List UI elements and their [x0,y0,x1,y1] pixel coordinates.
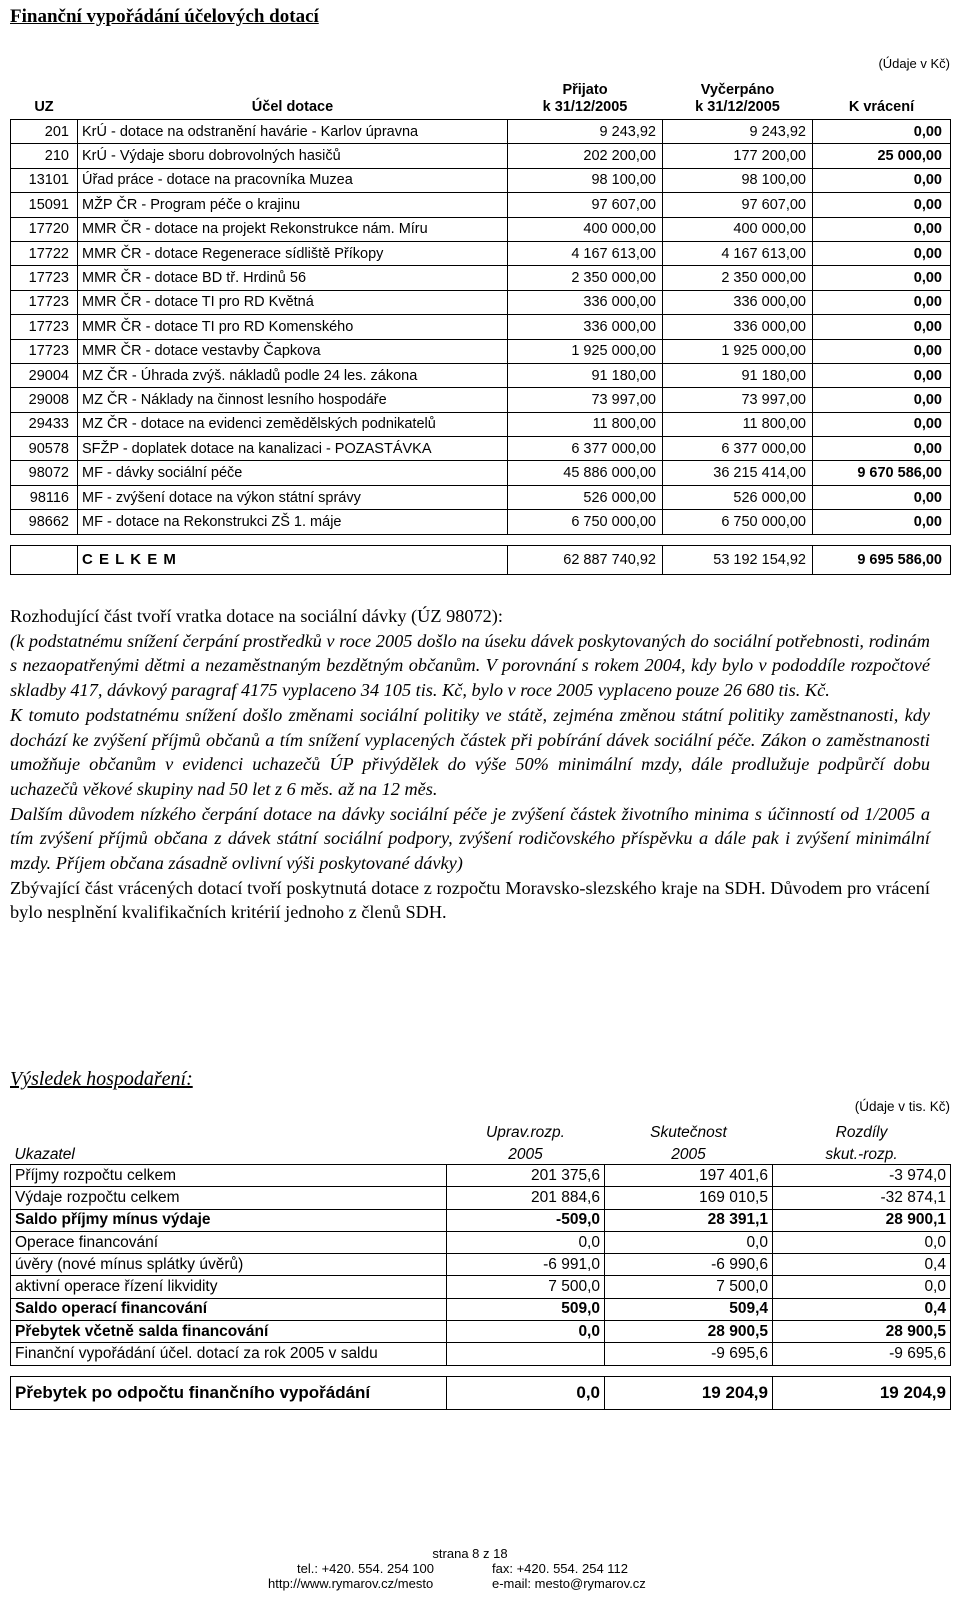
result-row [11,1321,951,1343]
row-uz: 17723 [11,315,78,339]
header-purpose: Účel dotace [78,68,508,120]
paragraph-minimum: Dalším důvodem nízkého čerpání dotace na dávky sociální péče je zvýšení částek životního minima s účinností od 1/2005 a tím zvýšení příjmů občana z dávek státní sociální podpory, zvýšení rodičovského příspěvku a dále pak i zvýšení minimální mzdy. Příjem občana zásadně ovlivní výši poskytované dávky) [10,803,930,874]
row-returned: 9 670 586,00 [813,461,951,485]
result-actual: 28 900,5 [605,1321,773,1343]
row-received: 6 750 000,00 [508,510,663,534]
paragraph-comparison: (k podstatnému snížení čerpání prostředků v roce 2005 došlo na úseku dávek poskytovaných do sociální potřebnosti, rodinám s nezaopatřenými dětmi a nezaměstnaným bezdětným občanům. V porovnání s rokem 2004, kdy bylo v pododdíle rozpočtové skladby 417, dávkový paragraf 4175 vyplaceno 34 105 tis. Kč, bylo v roce 2005 vyplaceno pouze 26 680 tis. Kč. [10,630,930,701]
result-row [11,1254,951,1276]
result-actual: 0,0 [605,1231,773,1253]
row-received: 97 607,00 [508,193,663,217]
header-indicator: Ukazatel [11,1142,447,1165]
row-spent: 6 750 000,00 [663,510,813,534]
row-purpose: MZ ČR - dotace na evidenci zemědělských podnikatelů [78,412,508,436]
row-purpose: MMR ČR - dotace BD tř. Hrdinů 56 [78,266,508,290]
result-actual: 28 391,1 [605,1209,773,1231]
row-spent: 526 000,00 [663,485,813,509]
row-returned: 0,00 [813,266,951,290]
row-returned: 0,00 [813,241,951,265]
row-uz: 201 [11,120,78,144]
result-label: Přebytek včetně salda financování [11,1321,447,1343]
row-received: 98 100,00 [508,168,663,192]
result-header-row-1 [11,1120,951,1142]
row-purpose: KrÚ - Výdaje sboru dobrovolných hasičů [78,144,508,168]
row-received: 73 997,00 [508,388,663,412]
row-received: 336 000,00 [508,290,663,314]
row-returned: 0,00 [813,510,951,534]
result-row [11,1165,951,1187]
table-row [11,510,951,534]
result-diff: -3 974,0 [773,1165,951,1187]
row-returned: 0,00 [813,217,951,241]
table-row [11,485,951,509]
table-row [11,193,951,217]
row-returned: 0,00 [813,363,951,387]
header-budget: Uprav.rozp. [486,1124,565,1141]
table-row [11,144,951,168]
row-returned: 25 000,00 [813,144,951,168]
row-received: 4 167 613,00 [508,241,663,265]
table2-unit-note: (Údaje v tis. Kč) [854,1099,950,1114]
result-row [11,1209,951,1231]
row-uz: 17720 [11,217,78,241]
row-uz: 29008 [11,388,78,412]
row-returned: 0,00 [813,388,951,412]
result-actual: 169 010,5 [605,1187,773,1209]
row-returned: 0,00 [813,290,951,314]
table-row [11,437,951,461]
row-uz: 17723 [11,290,78,314]
row-received: 336 000,00 [508,315,663,339]
result-budget: 201 884,6 [447,1187,605,1209]
result-row [11,1276,951,1298]
row-received: 2 350 000,00 [508,266,663,290]
page-number: strana 8 z 18 [432,1546,508,1561]
result-label: Výdaje rozpočtu celkem [11,1187,447,1209]
row-uz: 210 [11,144,78,168]
row-received: 6 377 000,00 [508,437,663,461]
table-spacer [11,534,951,545]
row-spent: 400 000,00 [663,217,813,241]
result-row [11,1343,951,1365]
final-diff: 19 204,9 [773,1376,951,1409]
result-label: Finanční vypořádání účel. dotací za rok 2005 v saldu [11,1343,447,1365]
row-purpose: MMR ČR - dotace Regenerace sídliště Příkopy [78,241,508,265]
result-row [11,1187,951,1209]
total-spent: 53 192 154,92 [663,545,813,574]
row-returned: 0,00 [813,168,951,192]
explanation-text [10,604,930,925]
result-budget [447,1343,605,1365]
result-budget: 0,0 [447,1321,605,1343]
total-received: 62 887 740,92 [508,545,663,574]
row-purpose: MMR ČR - dotace vestavby Čapkova [78,339,508,363]
row-purpose: MŽP ČR - Program péče o krajinu [78,193,508,217]
result-label: Příjmy rozpočtu celkem [11,1165,447,1187]
row-purpose: Úřad práce - dotace na pracovníka Muzea [78,168,508,192]
row-purpose: MMR ČR - dotace TI pro RD Komenského [78,315,508,339]
page-title: Finanční vypořádání účelových dotací [10,6,319,27]
result-budget: -6 991,0 [447,1254,605,1276]
result-diff: -9 695,6 [773,1343,951,1365]
result-label: Operace financování [11,1231,447,1253]
footer-web-link[interactable]: http://www.rymarov.cz/mesto [268,1576,434,1591]
row-uz: 98662 [11,510,78,534]
row-purpose: MZ ČR - Náklady na činnost lesního hospodáře [78,388,508,412]
result-budget: 0,0 [447,1231,605,1253]
row-returned: 0,00 [813,437,951,461]
result-actual: 197 401,6 [605,1165,773,1187]
header-returned: K vrácení [813,68,951,120]
footer-fax: fax: +420. 554. 254 112 [492,1561,629,1576]
result-diff: 0,4 [773,1254,951,1276]
table-row [11,461,951,485]
result-gap [11,1365,951,1376]
paragraph-intro: Rozhodující část tvoří vratka dotace na sociální dávky (ÚZ 98072): [10,606,503,626]
result-diff: -32 874,1 [773,1187,951,1209]
row-received: 9 243,92 [508,120,663,144]
result-diff: 0,4 [773,1298,951,1320]
row-received: 202 200,00 [508,144,663,168]
result-diff: 0,0 [773,1276,951,1298]
row-spent: 91 180,00 [663,363,813,387]
row-purpose: MF - dávky sociální péče [78,461,508,485]
total-row [11,545,951,574]
footer-tel: tel.: +420. 554. 254 100 [297,1561,434,1576]
result-budget: 509,0 [447,1298,605,1320]
row-spent: 336 000,00 [663,290,813,314]
result-budget: 201 375,6 [447,1165,605,1187]
total-label: C E L K E M [78,545,508,574]
row-uz: 17722 [11,241,78,265]
row-received: 1 925 000,00 [508,339,663,363]
result-budget: -509,0 [447,1209,605,1231]
header-budget-year: 2005 [447,1142,605,1165]
table-row [11,363,951,387]
table-row [11,412,951,436]
row-spent: 336 000,00 [663,315,813,339]
table-row [11,266,951,290]
paragraph-remaining: Zbývající část vrácených dotací tvoří poskytnutá dotace z rozpočtu Moravsko-slezského kraje na SDH. Důvodem pro vrácení bylo nesplnění kvalifikačních kritérií jednoho z členů SDH. [10,877,930,923]
result-label: aktivní operace řízení likvidity [11,1276,447,1298]
final-label: Přebytek po odpočtu finančního vypořádání [11,1376,447,1409]
header-actual-year: 2005 [605,1142,773,1165]
header-diff: Rozdíly [835,1124,888,1141]
header-received [508,68,663,120]
row-uz: 98116 [11,485,78,509]
row-purpose: MF - dotace na Rekonstrukci ZŠ 1. máje [78,510,508,534]
row-spent: 6 377 000,00 [663,437,813,461]
header-spent-line2: k 31/12/2005 [695,99,780,115]
row-uz: 29004 [11,363,78,387]
result-actual: 7 500,0 [605,1276,773,1298]
row-uz: 13101 [11,168,78,192]
row-purpose: SFŽP - doplatek dotace na kanalizaci - POZASTÁVKA [78,437,508,461]
result-row [11,1298,951,1320]
result-header-row-2 [11,1142,951,1165]
header-blank [11,1120,447,1142]
row-spent: 9 243,92 [663,120,813,144]
row-received: 45 886 000,00 [508,461,663,485]
table1-unit-note: (Údaje v Kč) [878,56,950,71]
row-spent: 11 800,00 [663,412,813,436]
total-blank [11,545,78,574]
table-row [11,217,951,241]
table-row [11,339,951,363]
subsidy-table [10,68,951,575]
page-footer [0,1546,960,1591]
header-received-line1: Přijato [562,82,608,98]
row-uz: 29433 [11,412,78,436]
row-received: 11 800,00 [508,412,663,436]
row-uz: 90578 [11,437,78,461]
row-received: 400 000,00 [508,217,663,241]
table-row [11,315,951,339]
row-uz: 17723 [11,266,78,290]
final-budget: 0,0 [447,1376,605,1409]
row-spent: 97 607,00 [663,193,813,217]
row-uz: 17723 [11,339,78,363]
row-received: 526 000,00 [508,485,663,509]
row-returned: 0,00 [813,485,951,509]
total-returned: 9 695 586,00 [813,545,951,574]
header-spent-line1: Vyčerpáno [700,82,775,98]
result-final-row [11,1376,951,1409]
result-section-title: Výsledek hospodaření: [10,1068,193,1090]
row-spent: 98 100,00 [663,168,813,192]
header-received-line2: k 31/12/2005 [542,99,628,115]
row-spent: 177 200,00 [663,144,813,168]
row-returned: 0,00 [813,339,951,363]
result-label: úvěry (nové mínus splátky úvěrů) [11,1254,447,1276]
result-budget: 7 500,0 [447,1276,605,1298]
result-table [10,1120,951,1410]
row-spent: 1 925 000,00 [663,339,813,363]
result-label: Saldo příjmy mínus výdaje [11,1209,447,1231]
row-purpose: MF - zvýšení dotace na výkon státní správy [78,485,508,509]
row-uz: 15091 [11,193,78,217]
row-uz: 98072 [11,461,78,485]
table-row [11,388,951,412]
row-purpose: KrÚ - dotace na odstranění havárie - Karlov úpravna [78,120,508,144]
header-uz: UZ [11,68,78,120]
result-diff: 28 900,5 [773,1321,951,1343]
row-spent: 73 997,00 [663,388,813,412]
table-row [11,290,951,314]
row-purpose: MMR ČR - dotace TI pro RD Květná [78,290,508,314]
header-spent [663,68,813,120]
final-actual: 19 204,9 [605,1376,773,1409]
table-row [11,120,951,144]
result-actual: -6 990,6 [605,1254,773,1276]
paragraph-policy: K tomuto podstatnému snížení došlo změnami sociální politiky ve státě, zejména změnou státní politiky zaměstnanosti, kdy dochází ke zvýšení příjmů občanů a tím snížení vyplacených částek při pobírání dávek sociální péče. Zákon o zaměstnanosti umožňuje občanům v evidenci uchazečů ÚP přivýdělek do výše 50% minimální mzdy, dále prodlužuje podpůrčí dobu uchazečů věkové skupiny nad 50 let z 6 měs. až na 12 měs. [10,704,930,799]
row-returned: 0,00 [813,120,951,144]
row-returned: 0,00 [813,412,951,436]
row-returned: 0,00 [813,315,951,339]
footer-email-link[interactable]: e-mail: mesto@rymarov.cz [492,1576,646,1591]
table-header-row [11,68,951,120]
table-row [11,241,951,265]
row-received: 91 180,00 [508,363,663,387]
row-spent: 4 167 613,00 [663,241,813,265]
row-spent: 2 350 000,00 [663,266,813,290]
result-label: Saldo operací financování [11,1298,447,1320]
result-actual: -9 695,6 [605,1343,773,1365]
header-actual: Skutečnost [650,1124,727,1141]
result-actual: 509,4 [605,1298,773,1320]
header-diff-sub: skut.-rozp. [773,1142,951,1165]
row-spent: 36 215 414,00 [663,461,813,485]
result-diff: 0,0 [773,1231,951,1253]
table-row [11,168,951,192]
row-purpose: MMR ČR - dotace na projekt Rekonstrukce nám. Míru [78,217,508,241]
row-purpose: MZ ČR - Úhrada zvýš. nákladů podle 24 les. zákona [78,363,508,387]
result-row [11,1231,951,1253]
row-returned: 0,00 [813,193,951,217]
result-diff: 28 900,1 [773,1209,951,1231]
